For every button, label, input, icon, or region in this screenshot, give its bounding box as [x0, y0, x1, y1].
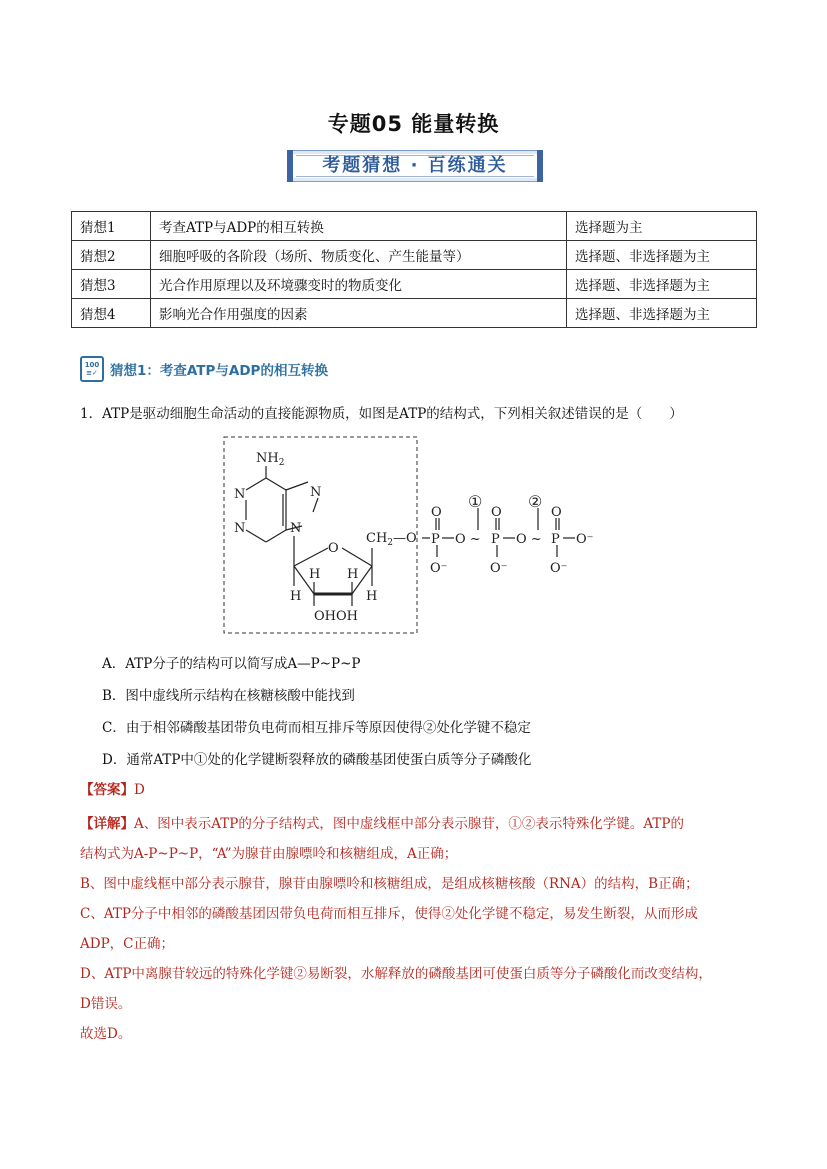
- answer-value: D: [134, 782, 145, 798]
- table-cell: 影响光合作用强度的因素: [151, 299, 567, 328]
- ribose-ring: [294, 548, 372, 606]
- table-cell: 猜想1: [72, 212, 151, 241]
- option-d: D．通常ATP中①处的化学键断裂释放的磷酸基团使蛋白质等分子磷酸化: [102, 752, 532, 768]
- bond-marker-1: ①: [468, 492, 483, 511]
- table-cell: 考查ATP与ADP的相互转换: [151, 212, 567, 241]
- bridge-o-2: O ~: [516, 532, 542, 547]
- o-minus-2: O⁻: [490, 561, 508, 576]
- o-label-3: O: [551, 505, 562, 520]
- table-cell: 猜想4: [72, 299, 151, 328]
- table-row: [72, 270, 757, 299]
- h-label-1: H: [290, 589, 302, 604]
- section-banner: [287, 150, 543, 182]
- o-minus-3: O⁻: [550, 561, 568, 576]
- p2-label: P: [491, 532, 500, 547]
- n7-label: N: [310, 485, 322, 500]
- bond-marker-2: ②: [528, 492, 543, 511]
- section-heading-text: 猜想1：考查ATP与ADP的相互转换: [110, 363, 328, 379]
- h-label-4: H: [366, 589, 378, 604]
- guess-table: [71, 211, 757, 328]
- detail-line: B、图中虚线框中部分表示腺苷，腺苷由腺嘌呤和核糖组成，是组成核糖核酸（RNA）的结构，B正确；: [80, 876, 699, 892]
- table-cell: 猜想2: [72, 241, 151, 270]
- h-label-2: H: [309, 567, 321, 582]
- table-cell: 选择题、非选择题为主: [567, 241, 757, 270]
- table-cell: 细胞呼吸的各阶段（场所、物质变化、产生能量等）: [151, 241, 567, 270]
- detail-line: C、ATP分子中相邻的磷酸基团因带负电荷而相互排斥，使得②处化学键不稳定，易发生断裂，从而形成: [80, 906, 698, 922]
- detail-line: 故选D。: [80, 1026, 132, 1042]
- h-label-3: H: [347, 567, 359, 582]
- o-label-2: O: [491, 505, 502, 520]
- phosphate-bonds: [422, 508, 575, 557]
- detail-label: 【详解】: [80, 816, 134, 832]
- table-row: [72, 212, 757, 241]
- table-cell: 选择题、非选择题为主: [567, 270, 757, 299]
- banner-text: 考题猜想 · 百练通关: [322, 155, 508, 176]
- o-label-1: O: [431, 505, 442, 520]
- n3-label: N: [234, 521, 246, 536]
- detail-line: ADP，C正确；: [80, 936, 174, 952]
- ch2-label: $CH_2—O$: [366, 531, 417, 548]
- table-row: [72, 241, 757, 270]
- question-stem: 1．ATP是驱动细胞生命活动的直接能源物质，如图是ATP的结构式，下列相关叙述错误的是（ ）: [80, 406, 683, 422]
- table-cell: 猜想3: [72, 270, 151, 299]
- ohoh-label: OHOH: [314, 609, 358, 624]
- option-a: A．ATP分子的结构可以简写成A—P~P~P: [102, 656, 361, 672]
- section-checklist-icon: [80, 356, 104, 382]
- icon-text: 100: [84, 361, 100, 369]
- answer-line: [80, 775, 760, 805]
- table-cell: 光合作用原理以及环境骤变时的物质变化: [151, 270, 567, 299]
- n1-label: N: [234, 487, 246, 502]
- bridge-o-1: O ~: [455, 532, 481, 547]
- terminal-o: O⁻: [576, 532, 594, 547]
- icon-check: ≡✓: [86, 369, 98, 377]
- detail-line: 结构式为A-P~P~P，“A”为腺苷由腺嘌呤和核糖组成，A正确；: [80, 846, 458, 862]
- detail-text: A、图中表示ATP的分子结构式，图中虚线框中部分表示腺苷，①②表示特殊化学键。ATP的: [134, 816, 684, 832]
- page-title: 专题05 能量转换: [327, 112, 500, 136]
- p3-label: P: [551, 532, 560, 547]
- o-minus-1: O⁻: [430, 561, 448, 576]
- table-cell: 选择题、非选择题为主: [567, 299, 757, 328]
- option-c: C．由于相邻磷酸基团带负电荷而相互排斥等原因使得②处化学键不稳定: [102, 720, 531, 736]
- detail-line: D错误。: [80, 996, 132, 1012]
- answer-label: 【答案】: [80, 782, 134, 798]
- table-row: [72, 299, 757, 328]
- p1-label: P: [431, 532, 440, 547]
- n9-label: N: [290, 521, 302, 536]
- adenosine-dashed-box: [224, 437, 417, 633]
- detail-line: D、ATP中离腺苷较远的特殊化学键②易断裂，水解释放的磷酸基团可使蛋白质等分子磷酸化而改变结构，: [80, 966, 712, 982]
- option-b: B．图中虚线所示结构在核糖核酸中能找到: [102, 688, 355, 704]
- detail-block: [80, 809, 760, 1049]
- nh2-label: $NH_2$: [256, 451, 285, 468]
- section-heading: [80, 356, 328, 382]
- adenine-rings: [246, 466, 318, 566]
- table-cell: 选择题为主: [567, 212, 757, 241]
- ribose-o-label: O: [328, 541, 339, 556]
- detail-line: [80, 809, 760, 839]
